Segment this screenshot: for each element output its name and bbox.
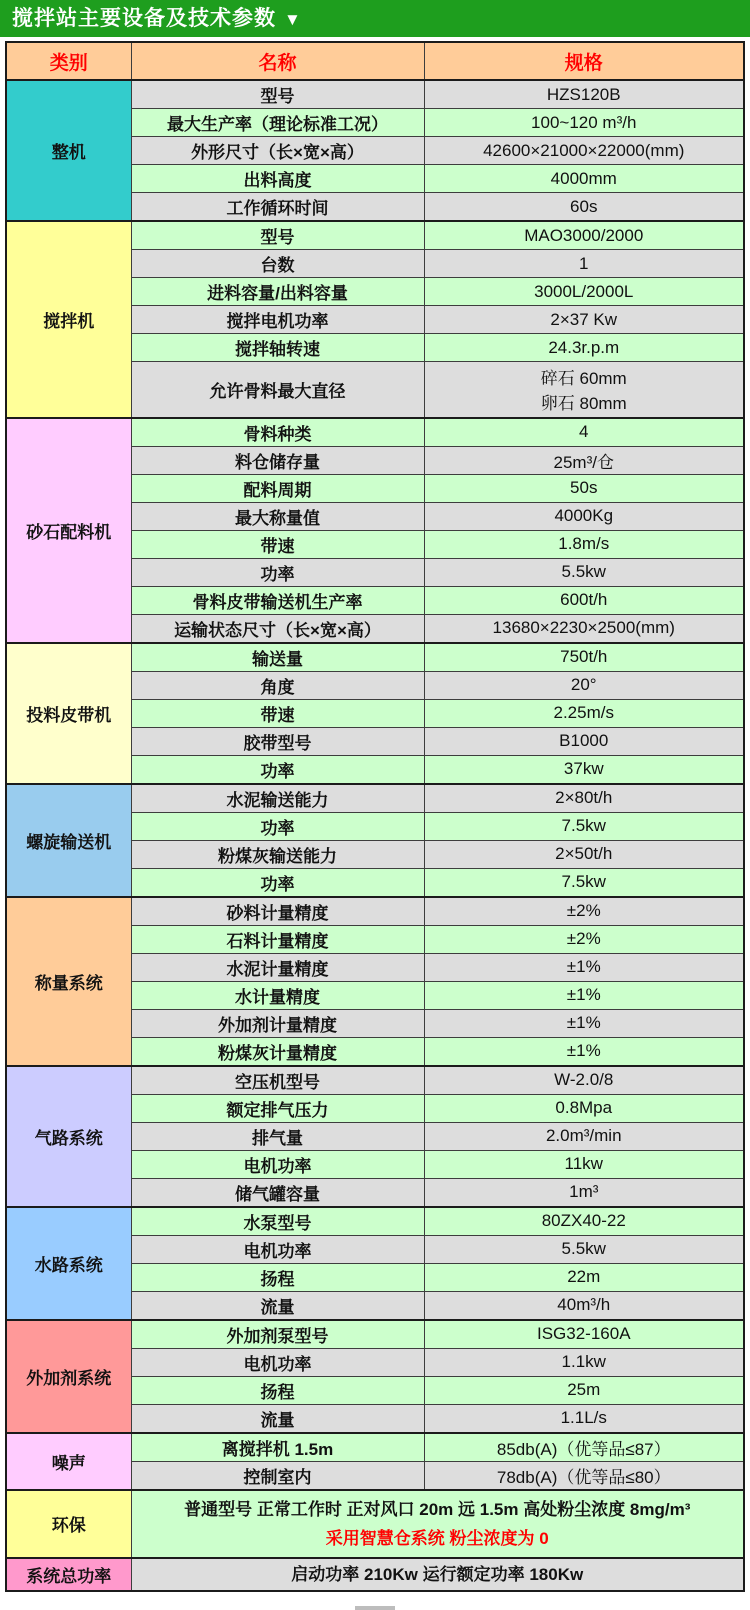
name-cell: 流量 [131,1404,424,1433]
spec-cell: ±1% [424,1037,744,1066]
name-cell: 电机功率 [131,1348,424,1376]
spec-cell: 40m³/h [424,1291,744,1320]
name-cell: 运输状态尺寸（长×宽×高） [131,614,424,643]
category-cell: 气路系统 [6,1066,131,1207]
spec-cell: 1m³ [424,1178,744,1207]
name-cell: 粉煤灰输送能力 [131,840,424,868]
table-header-row [6,42,744,80]
spec-cell: 2×50t/h [424,840,744,868]
name-cell: 外形尺寸（长×宽×高） [131,137,424,165]
spec-cell: ±2% [424,925,744,953]
spec-cell: 7.5kw [424,812,744,840]
category-cell: 整机 [6,80,131,221]
category-cell: 螺旋输送机 [6,784,131,897]
spec-cell: 4 [424,418,744,447]
spec-cell: 42600×21000×22000(mm) [424,137,744,165]
category-cell: 搅拌机 [6,221,131,418]
table-row [6,1320,744,1349]
spec-cell: 60s [424,193,744,222]
spec-cell: ISG32-160A [424,1320,744,1349]
spec-cell: 25m³/仓 [424,446,744,474]
name-cell: 输送量 [131,643,424,672]
name-cell: 额定排气压力 [131,1094,424,1122]
spec-cell: 78db(A)（优等品≤80） [424,1461,744,1490]
name-cell: 离搅拌机 1.5m [131,1433,424,1462]
name-cell: 扬程 [131,1376,424,1404]
spec-cell: 1.1L/s [424,1404,744,1433]
name-cell: 台数 [131,250,424,278]
name-cell: 粉煤灰计量精度 [131,1037,424,1066]
name-cell: 配料周期 [131,474,424,502]
spec-cell: ±1% [424,953,744,981]
name-cell: 胶带型号 [131,727,424,755]
table-row [6,784,744,813]
name-cell: 空压机型号 [131,1066,424,1095]
spec-cell: 11kw [424,1150,744,1178]
name-cell: 电机功率 [131,1235,424,1263]
note-line: 普通型号 正常工作时 正对风口 20m 远 1.5m 高处粉尘浓度 8mg/m³ [184,1499,691,1519]
spec-cell: 85db(A)（优等品≤87） [424,1433,744,1462]
category-cell: 投料皮带机 [6,643,131,784]
category-cell: 环保 [6,1490,131,1558]
spec-line: 卵石 80mm [540,394,627,414]
name-cell: 功率 [131,868,424,897]
column-header-category: 类别 [6,42,131,80]
spec-cell: 1.1kw [424,1348,744,1376]
table-row [6,1433,744,1462]
name-cell: 带速 [131,699,424,727]
name-cell: 外加剂泵型号 [131,1320,424,1349]
table-row [6,897,744,926]
name-cell: 角度 [131,671,424,699]
highlighted-note-line: 采用智慧仓系统 粉尘浓度为 0 [325,1528,549,1548]
category-cell: 称量系统 [6,897,131,1066]
table-row [6,80,744,109]
category-cell: 噪声 [6,1433,131,1490]
name-cell: 搅拌电机功率 [131,306,424,334]
page-title: 搅拌站主要设备及技术参数 [12,7,276,30]
name-cell: 骨料皮带输送机生产率 [131,586,424,614]
spec-cell: 22m [424,1263,744,1291]
spec-cell: 4000mm [424,165,744,193]
spec-cell: 13680×2230×2500(mm) [424,614,744,643]
spec-cell: 7.5kw [424,868,744,897]
name-cell: 骨料种类 [131,418,424,447]
spec-cell: ±1% [424,981,744,1009]
spec-cell: 0.8Mpa [424,1094,744,1122]
table-row [6,1207,744,1236]
spec-line: 碎石 60mm [540,369,627,389]
name-cell: 水泥输送能力 [131,784,424,813]
name-cell: 型号 [131,80,424,109]
spec-cell: 2.25m/s [424,699,744,727]
spec-cell: ±2% [424,897,744,926]
name-cell: 水泵型号 [131,1207,424,1236]
collapse-arrow-icon: ▼ [284,10,301,29]
table-row [6,221,744,250]
spec-cell: 2×37 Kw [424,306,744,334]
name-cell: 储气罐容量 [131,1178,424,1207]
name-cell: 功率 [131,755,424,784]
spec-cell: 600t/h [424,586,744,614]
name-cell: 允许骨料最大直径 [131,362,424,418]
name-cell: 流量 [131,1291,424,1320]
spec-cell: 2×80t/h [424,784,744,813]
spec-cell: 3000L/2000L [424,278,744,306]
name-cell: 水泥计量精度 [131,953,424,981]
name-cell: 电机功率 [131,1150,424,1178]
name-cell: 控制室内 [131,1461,424,1490]
category-cell: 砂石配料机 [6,418,131,643]
category-cell: 外加剂系统 [6,1320,131,1433]
spec-cell: 25m [424,1376,744,1404]
name-cell: 最大称量值 [131,502,424,530]
name-cell: 外加剂计量精度 [131,1009,424,1037]
column-header-name: 名称 [131,42,424,80]
table-row [6,643,744,672]
spec-cell: 1 [424,250,744,278]
spec-cell: 2.0m³/min [424,1122,744,1150]
name-cell: 出料高度 [131,165,424,193]
table-row [6,1066,744,1095]
name-cell: 功率 [131,812,424,840]
name-cell: 功率 [131,558,424,586]
name-cell: 水计量精度 [131,981,424,1009]
name-cell: 工作循环时间 [131,193,424,222]
spec-cell: 50s [424,474,744,502]
table-row [6,418,744,447]
merged-spec-cell [131,1558,744,1591]
spec-cell: 5.5kw [424,558,744,586]
name-cell: 砂料计量精度 [131,897,424,926]
spec-cell: 100~120 m³/h [424,109,744,137]
note-line: 启动功率 210Kw 运行额定功率 180Kw [291,1564,584,1584]
name-cell: 进料容量/出料容量 [131,278,424,306]
spec-cell: HZS120B [424,80,744,109]
name-cell: 扬程 [131,1263,424,1291]
name-cell: 排气量 [131,1122,424,1150]
table-row [6,1490,744,1558]
merged-spec-cell [131,1490,744,1558]
spec-cell: 20° [424,671,744,699]
spec-cell: B1000 [424,727,744,755]
category-cell: 水路系统 [6,1207,131,1320]
spec-cell: W-2.0/8 [424,1066,744,1095]
name-cell: 最大生产率（理论标准工况） [131,109,424,137]
table-row [6,1558,744,1591]
spec-cell: 1.8m/s [424,530,744,558]
spec-cell: 37kw [424,755,744,784]
name-cell: 搅拌轴转速 [131,334,424,362]
spec-cell: ±1% [424,1009,744,1037]
name-cell: 石料计量精度 [131,925,424,953]
name-cell: 料仓储存量 [131,446,424,474]
column-header-spec: 规格 [424,42,744,80]
spec-cell [424,362,744,418]
spec-cell: 24.3r.p.m [424,334,744,362]
spec-cell: 750t/h [424,643,744,672]
spec-cell: MAO3000/2000 [424,221,744,250]
section-title-bar [0,0,750,37]
spec-cell: 4000Kg [424,502,744,530]
spec-cell: 5.5kw [424,1235,744,1263]
name-cell: 型号 [131,221,424,250]
spec-table [5,41,745,1592]
name-cell: 带速 [131,530,424,558]
spec-cell: 80ZX40-22 [424,1207,744,1236]
category-cell: 系统总功率 [6,1558,131,1591]
